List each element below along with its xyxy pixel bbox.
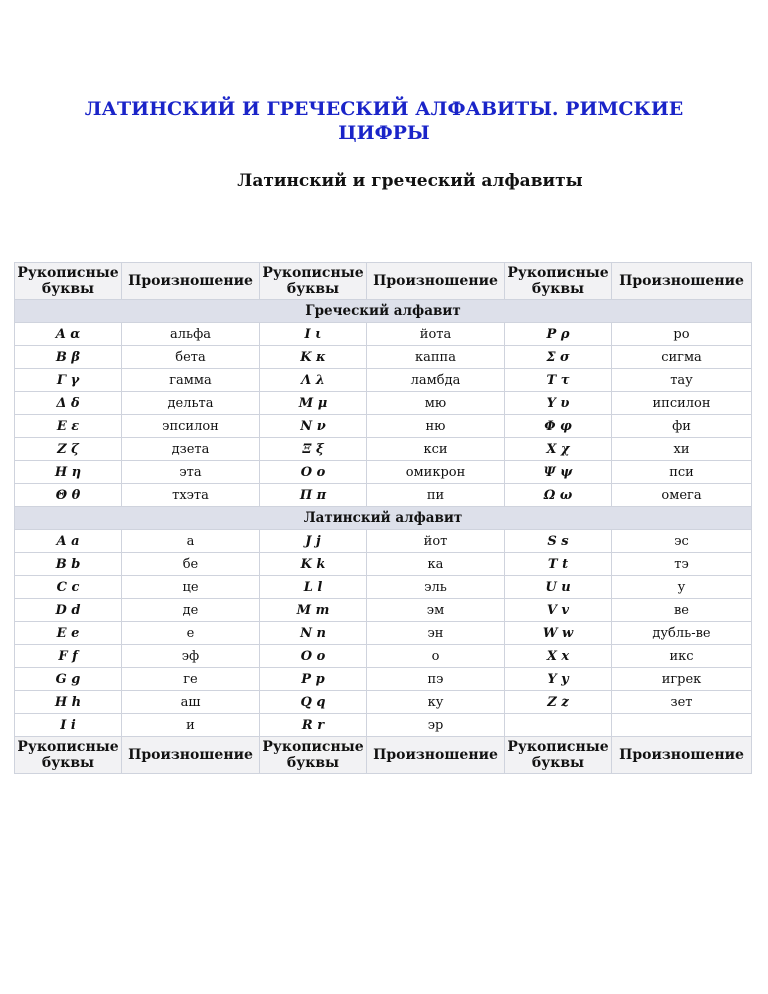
letter-cell: Λ λ xyxy=(260,369,367,392)
letter-cell: Θ θ xyxy=(15,484,122,507)
letter-cell: F f xyxy=(15,645,122,668)
table-header-row xyxy=(15,263,752,300)
letter-cell: B b xyxy=(15,553,122,576)
letter-cell: Ο ο xyxy=(260,461,367,484)
header-letters: Рукописные буквы xyxy=(260,263,367,300)
letter-cell: Ρ ρ xyxy=(505,323,612,346)
pronunciation-cell: йота xyxy=(367,323,505,346)
pronunciation-cell: эта xyxy=(122,461,260,484)
page-title-line-1: ЛАТИНСКИЙ И ГРЕЧЕСКИЙ АЛФАВИТЫ. РИМСКИЕ xyxy=(84,98,684,120)
letter-cell: Γ γ xyxy=(15,369,122,392)
letter-cell: Ζ ζ xyxy=(15,438,122,461)
pronunciation-cell: пэ xyxy=(367,668,505,691)
letter-cell: K k xyxy=(260,553,367,576)
pronunciation-cell: хи xyxy=(612,438,752,461)
pronunciation-cell: мю xyxy=(367,392,505,415)
letter-cell: N n xyxy=(260,622,367,645)
table-row xyxy=(15,323,752,346)
pronunciation-cell: ню xyxy=(367,415,505,438)
table-row xyxy=(15,438,752,461)
pronunciation-cell: сигма xyxy=(612,346,752,369)
table-row xyxy=(15,668,752,691)
pronunciation-cell: ро xyxy=(612,323,752,346)
pronunciation-cell: а xyxy=(122,530,260,553)
header-letters: Рукописные буквы xyxy=(15,263,122,300)
pronunciation-cell: гамма xyxy=(122,369,260,392)
letter-cell: P p xyxy=(260,668,367,691)
table-row xyxy=(15,714,752,737)
pronunciation-cell: омикрон xyxy=(367,461,505,484)
pronunciation-cell: икс xyxy=(612,645,752,668)
letter-cell: T t xyxy=(505,553,612,576)
header-pronunciation: Произношение xyxy=(367,263,505,300)
section-header-row xyxy=(15,300,752,323)
pronunciation-cell: фи xyxy=(612,415,752,438)
header-pronunciation: Произношение xyxy=(612,737,752,774)
letter-cell: D d xyxy=(15,599,122,622)
letter-cell: Ω ω xyxy=(505,484,612,507)
letter-cell: Ξ ξ xyxy=(260,438,367,461)
section-header-row xyxy=(15,507,752,530)
letter-cell: U u xyxy=(505,576,612,599)
letter-cell: Φ φ xyxy=(505,415,612,438)
letter-cell: C c xyxy=(15,576,122,599)
pronunciation-cell: ипсилон xyxy=(612,392,752,415)
header-letters: Рукописные буквы xyxy=(15,737,122,774)
pronunciation-cell: бе xyxy=(122,553,260,576)
table-row xyxy=(15,461,752,484)
header-letters: Рукописные буквы xyxy=(260,737,367,774)
table-row xyxy=(15,622,752,645)
letter-cell: Ψ ψ xyxy=(505,461,612,484)
header-letters: Рукописные буквы xyxy=(505,737,612,774)
letter-cell: R r xyxy=(260,714,367,737)
letter-cell: X x xyxy=(505,645,612,668)
table-row xyxy=(15,415,752,438)
pronunciation-cell xyxy=(612,714,752,737)
letter-cell: Δ δ xyxy=(15,392,122,415)
pronunciation-cell: е xyxy=(122,622,260,645)
letter-cell: Σ σ xyxy=(505,346,612,369)
pronunciation-cell: тау xyxy=(612,369,752,392)
alphabet-table-body xyxy=(15,263,752,774)
page-title xyxy=(0,97,768,145)
pronunciation-cell: эс xyxy=(612,530,752,553)
section-subtitle: Латинский и греческий алфавиты xyxy=(237,171,583,191)
header-letters: Рукописные буквы xyxy=(505,263,612,300)
pronunciation-cell: игрек xyxy=(612,668,752,691)
pronunciation-cell: пси xyxy=(612,461,752,484)
letter-cell: Z z xyxy=(505,691,612,714)
letter-cell: Τ τ xyxy=(505,369,612,392)
letter-cell: Μ μ xyxy=(260,392,367,415)
letter-cell: V v xyxy=(505,599,612,622)
letter-cell: Κ κ xyxy=(260,346,367,369)
pronunciation-cell: зет xyxy=(612,691,752,714)
header-pronunciation: Произношение xyxy=(367,737,505,774)
letter-cell: Y y xyxy=(505,668,612,691)
table-row xyxy=(15,553,752,576)
pronunciation-cell: ку xyxy=(367,691,505,714)
table-footer-row xyxy=(15,737,752,774)
letter-cell: Q q xyxy=(260,691,367,714)
letter-cell: L l xyxy=(260,576,367,599)
pronunciation-cell: тэ xyxy=(612,553,752,576)
letter-cell: H h xyxy=(15,691,122,714)
letter-cell xyxy=(505,714,612,737)
pronunciation-cell: каппа xyxy=(367,346,505,369)
pronunciation-cell: у xyxy=(612,576,752,599)
pronunciation-cell: ве xyxy=(612,599,752,622)
pronunciation-cell: пи xyxy=(367,484,505,507)
letter-cell: I i xyxy=(15,714,122,737)
table-row xyxy=(15,576,752,599)
letter-cell: A a xyxy=(15,530,122,553)
pronunciation-cell: эпсилон xyxy=(122,415,260,438)
table-row xyxy=(15,645,752,668)
pronunciation-cell: и xyxy=(122,714,260,737)
table-row xyxy=(15,530,752,553)
letter-cell: Ε ε xyxy=(15,415,122,438)
pronunciation-cell: эм xyxy=(367,599,505,622)
pronunciation-cell: йот xyxy=(367,530,505,553)
pronunciation-cell: ламбда xyxy=(367,369,505,392)
letter-cell: Π π xyxy=(260,484,367,507)
pronunciation-cell: це xyxy=(122,576,260,599)
letter-cell: W w xyxy=(505,622,612,645)
pronunciation-cell: дельта xyxy=(122,392,260,415)
page-title-line-2: ЦИФРЫ xyxy=(338,122,430,144)
header-pronunciation: Произношение xyxy=(122,737,260,774)
pronunciation-cell: де xyxy=(122,599,260,622)
letter-cell: M m xyxy=(260,599,367,622)
letter-cell: Α α xyxy=(15,323,122,346)
table-row xyxy=(15,599,752,622)
pronunciation-cell: альфа xyxy=(122,323,260,346)
pronunciation-cell: бета xyxy=(122,346,260,369)
pronunciation-cell: тхэта xyxy=(122,484,260,507)
pronunciation-cell: эр xyxy=(367,714,505,737)
letter-cell: S s xyxy=(505,530,612,553)
header-pronunciation: Произношение xyxy=(612,263,752,300)
letter-cell: Χ χ xyxy=(505,438,612,461)
letter-cell: E e xyxy=(15,622,122,645)
letter-cell: G g xyxy=(15,668,122,691)
letter-cell: Β β xyxy=(15,346,122,369)
section-title: Греческий алфавит xyxy=(15,300,752,323)
pronunciation-cell: ге xyxy=(122,668,260,691)
letter-cell: Η η xyxy=(15,461,122,484)
letter-cell: Υ υ xyxy=(505,392,612,415)
letter-cell: Ν ν xyxy=(260,415,367,438)
pronunciation-cell: эн xyxy=(367,622,505,645)
pronunciation-cell: омега xyxy=(612,484,752,507)
table-row xyxy=(15,369,752,392)
pronunciation-cell: ка xyxy=(367,553,505,576)
pronunciation-cell: дубль-ве xyxy=(612,622,752,645)
pronunciation-cell: кси xyxy=(367,438,505,461)
letter-cell: J j xyxy=(260,530,367,553)
pronunciation-cell: эф xyxy=(122,645,260,668)
letter-cell: O o xyxy=(260,645,367,668)
pronunciation-cell: о xyxy=(367,645,505,668)
table-row xyxy=(15,691,752,714)
table-row xyxy=(15,392,752,415)
letter-cell: Ι ι xyxy=(260,323,367,346)
header-pronunciation: Произношение xyxy=(122,263,260,300)
table-row xyxy=(15,484,752,507)
pronunciation-cell: аш xyxy=(122,691,260,714)
alphabet-table xyxy=(14,262,752,774)
pronunciation-cell: эль xyxy=(367,576,505,599)
pronunciation-cell: дзета xyxy=(122,438,260,461)
table-row xyxy=(15,346,752,369)
section-title: Латинский алфавит xyxy=(15,507,752,530)
